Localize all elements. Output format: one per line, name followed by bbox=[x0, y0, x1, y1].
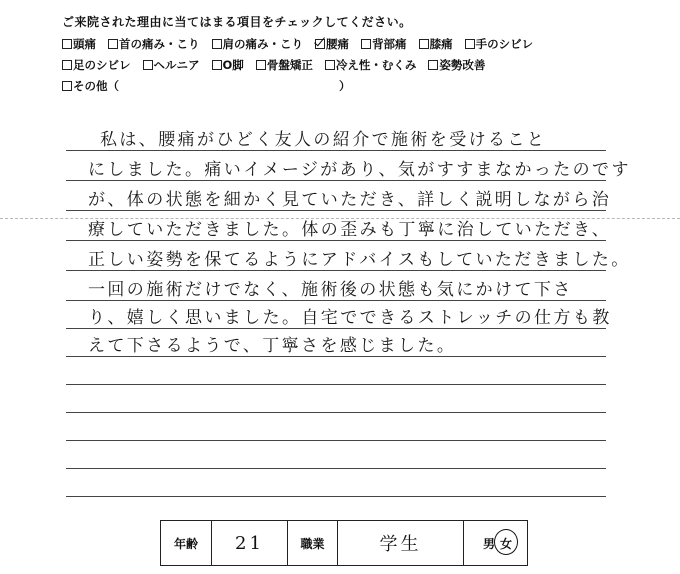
ruled-line bbox=[66, 270, 606, 271]
checkbox-icon bbox=[212, 39, 222, 49]
reason-label: 冷え性・むくみ bbox=[335, 58, 417, 72]
reason-label: 首の痛み・こり bbox=[119, 37, 200, 51]
comment-line-3: が、体の状態を細かく見ていただき、詳しく説明しながら治 bbox=[88, 190, 612, 210]
reason-row-3 bbox=[62, 78, 359, 94]
job-value: 学生 bbox=[337, 521, 463, 565]
job-label: 職業 bbox=[287, 521, 337, 565]
reason-checkbox-bowlegs[interactable] bbox=[212, 57, 244, 73]
reason-checkbox-back[interactable] bbox=[361, 36, 407, 52]
reason-label: ヘルニア bbox=[153, 58, 200, 72]
reason-checkbox-other[interactable] bbox=[62, 78, 351, 94]
comment-line-4: 療していただきました。体の歪みも丁寧に治していただき、 bbox=[88, 220, 612, 240]
reason-checkbox-shoulder[interactable] bbox=[212, 36, 304, 52]
reason-label: O脚 bbox=[222, 58, 244, 72]
checkbox-icon bbox=[212, 60, 222, 70]
ruled-line bbox=[66, 440, 606, 441]
checkbox-icon bbox=[256, 60, 266, 70]
reason-checkbox-lower-back[interactable] bbox=[315, 36, 349, 52]
form-title: ご来院された理由に当てはまる項目をチェックしてください。 bbox=[62, 15, 412, 29]
age-label: 年齢 bbox=[173, 536, 198, 551]
ruled-line bbox=[66, 384, 606, 385]
checkbox-icon bbox=[465, 39, 475, 49]
comment-line-1: 私は、腰痛がひどく友人の紹介で施術を受けること bbox=[100, 130, 547, 150]
checkbox-icon bbox=[428, 60, 438, 70]
gender-female-option-circled[interactable]: 女 bbox=[500, 536, 513, 551]
reason-checkbox-headache[interactable] bbox=[62, 36, 96, 52]
respondent-info-table bbox=[160, 520, 528, 566]
checkbox-icon bbox=[62, 60, 72, 70]
checkbox-icon bbox=[419, 39, 429, 49]
reason-checkbox-neck[interactable] bbox=[108, 36, 200, 52]
reason-label: その他（ bbox=[73, 79, 119, 93]
reason-label: 骨盤矯正 bbox=[266, 58, 313, 72]
ruled-line bbox=[66, 300, 606, 301]
ruled-line bbox=[66, 356, 606, 357]
ruled-line bbox=[66, 496, 606, 497]
reason-checkbox-pelvis[interactable] bbox=[256, 57, 313, 73]
age-value: 21 bbox=[211, 521, 287, 565]
comment-line-8: えて下さるようで、丁寧さを感じました。 bbox=[88, 336, 457, 356]
reason-checkbox-knee[interactable] bbox=[419, 36, 453, 52]
ruled-line bbox=[66, 468, 606, 469]
checkbox-icon bbox=[62, 39, 72, 49]
reason-checkbox-foot-numbness[interactable] bbox=[62, 57, 131, 73]
comment-line-6: 一回の施術だけでなく、施術後の状態も気にかけて下さ bbox=[88, 280, 573, 300]
ruled-line bbox=[66, 328, 606, 329]
checkbox-icon bbox=[143, 60, 153, 70]
reason-checkbox-hand-numbness[interactable] bbox=[465, 36, 534, 52]
reason-label: 足のシビレ bbox=[73, 58, 131, 72]
ruled-line bbox=[66, 210, 606, 211]
ruled-line bbox=[66, 412, 606, 413]
reason-checkbox-hernia[interactable] bbox=[143, 57, 200, 73]
reason-row-2 bbox=[62, 57, 493, 73]
reason-row-1 bbox=[62, 36, 541, 52]
gender-male-option[interactable]: 男 bbox=[482, 536, 495, 551]
comment-line-5: 正しい姿勢を保てるようにアドバイスもしていただきました。 bbox=[88, 250, 631, 270]
gender-options bbox=[483, 535, 512, 552]
reason-label: 姿勢改善 bbox=[439, 58, 486, 72]
reason-checkbox-cold-swelling[interactable] bbox=[325, 57, 417, 73]
gender-cell bbox=[463, 521, 527, 565]
reason-label: 肩の痛み・こり bbox=[222, 37, 304, 51]
reason-label: 膝痛 bbox=[429, 37, 453, 51]
comment-line-7: り、嬉しく思いました。自宅でできるストレッチの仕方も教 bbox=[88, 308, 612, 328]
checkbox-checked-icon bbox=[315, 39, 325, 49]
checkbox-icon bbox=[361, 39, 371, 49]
reason-label: 背部痛 bbox=[372, 37, 407, 51]
checkbox-icon bbox=[108, 39, 118, 49]
ruled-line bbox=[66, 240, 606, 241]
checkbox-icon bbox=[62, 81, 72, 91]
reason-label: 頭痛 bbox=[73, 37, 96, 51]
reason-checkbox-posture[interactable] bbox=[428, 57, 485, 73]
comment-line-2: にしました。痛いイメージがあり、気がすすまなかったのです bbox=[88, 160, 631, 180]
reason-label: 手のシビレ bbox=[475, 37, 534, 51]
other-close-paren: ） bbox=[339, 79, 351, 93]
checkbox-icon bbox=[325, 60, 335, 70]
reason-label: 腰痛 bbox=[326, 37, 350, 51]
ruled-line bbox=[66, 180, 606, 181]
ruled-line bbox=[66, 150, 606, 151]
